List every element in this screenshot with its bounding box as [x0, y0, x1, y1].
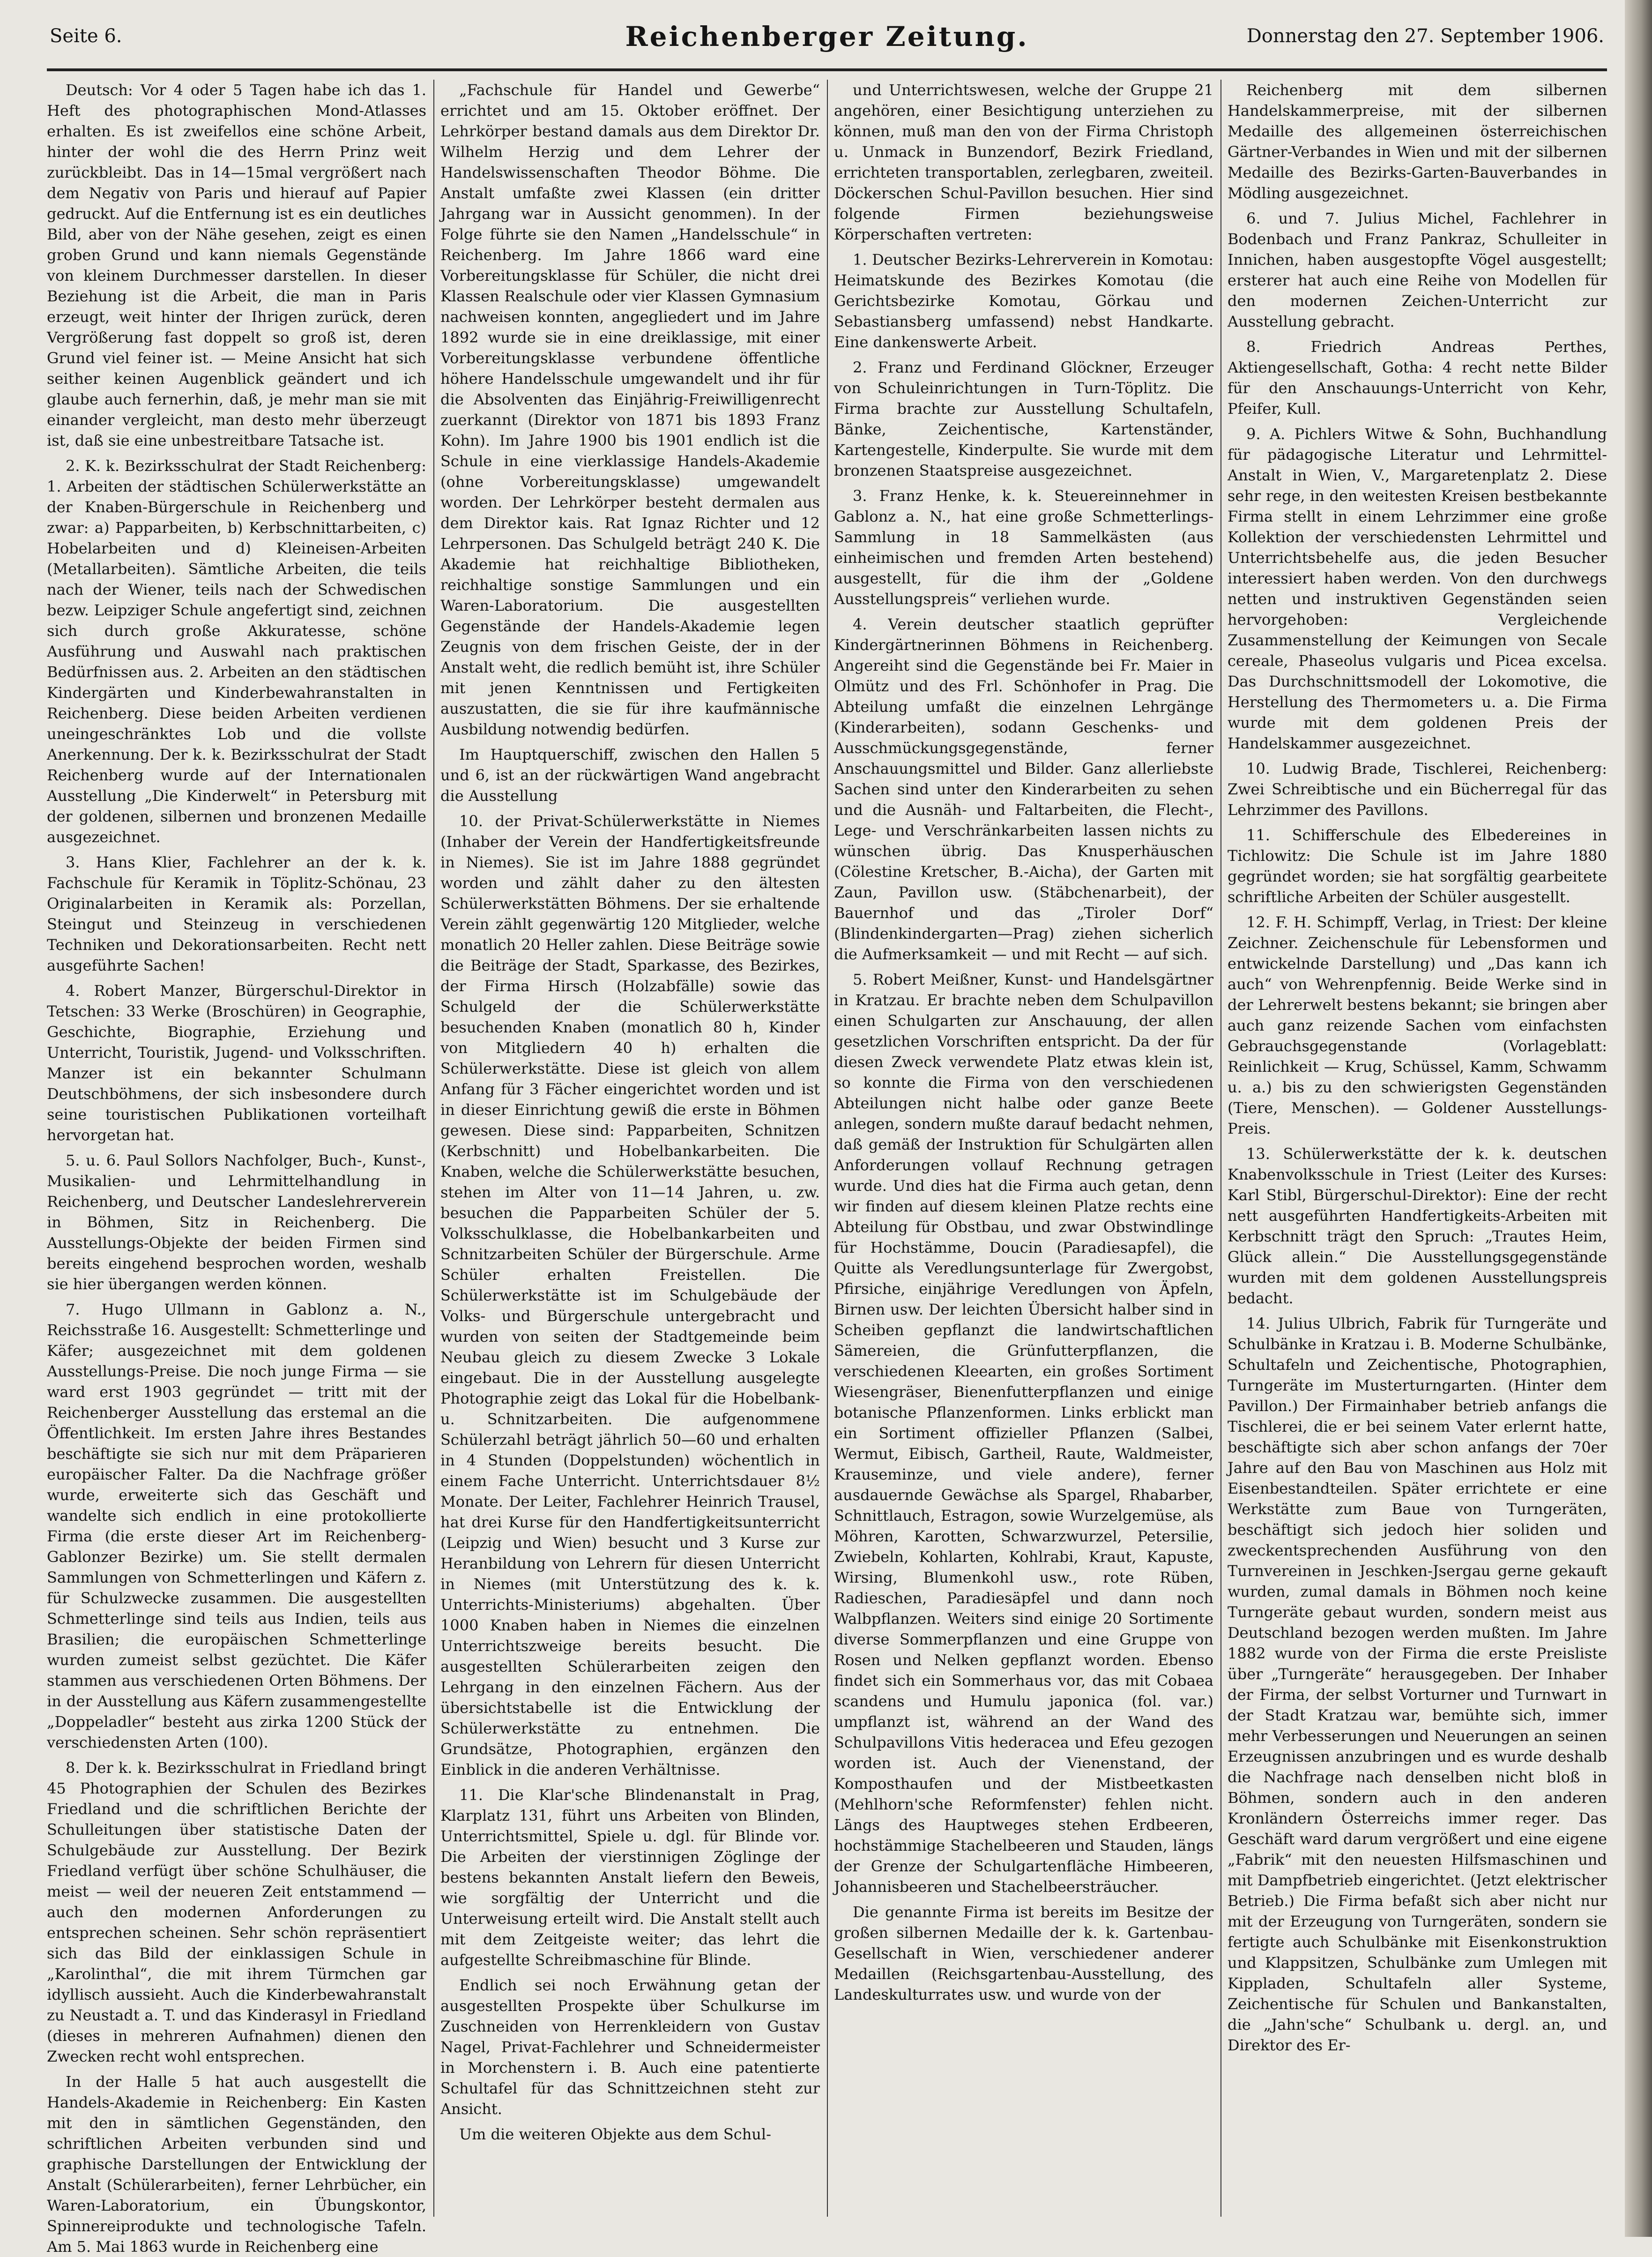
masthead [47, 17, 1607, 71]
paragraph: 6. und 7. Julius Michel, Fachlehrer in Bodenbach und Franz Pankraz, Schulleiter in Innichen, haben ausgestopfte Vögel ausgestellt; ersterer hat auch eine Reihe von Modellen für den modernen Zeichen-Unterricht zur Ausstellung gebracht. [1228, 209, 1607, 330]
paragraph: 14. Julius Ulbrich, Fabrik für Turngeräte und Schulbänke in Kratzau i. B. Moderne Schulbänke, Schultafeln und Zeichentische, Photographien, Turngeräte im Musterturngarten. (Hinter dem Pavillon.) Der Firmainhaber betrieb anfangs die Tischlerei, die er bei seinem Vater erlernt hatte, beschäftigte sich aber schon anfangs der 70er Jahre auf den Bau von Maschinen aus Holz mit Eisenbestandteilen. Später errichtete er eine Werkstätte zum Baue von Turngeräten, beschäftigt sich jedoch hier soliden und zweckentsprechenden Ausführung von den Turnvereinen in Jeschken-Jsergau gerne gekauft wurden, zumal damals in Böhmen noch keine Turngeräte gebaut wurden, sondern meist aus Deutschland bezogen werden mußten. Im Jahre 1882 wurde von der Firma die erste Preisliste über „Turngeräte“ herausgegeben. Der Inhaber der Firma, der selbst Vorturner und Turnwart in der Stadt Kratzau war, bemühte sich, immer mehr Verbesserungen und Neuerungen an seinen Erzeugnissen anzubringen und es wurde deshalb die Nachfrage nach denselben nicht bloß in Böhmen, sondern auch in den anderen Kronländern Österreichs immer reger. Das Geschäft ward darum vergrößert und eine eigene „Fabrik“ mit den neuesten Hilfsmaschinen und mit Dampfbetrieb eingerichtet. (Jetzt elektrischer Betrieb.) Die Firma befaßt sich aber nicht nur mit der Erzeugung von Turngeräten, sondern sie fertigte auch Schulbänke mit Eisenkonstruktion und Klappsitzen, Schulbänke zum Umlegen mit Kippladen, Schultafeln aller Systeme, Zeichentische für Schulen und Bankanstalten, die „Jahn'sche“ Schulbank u. dergl. an, und Direktor des Er- [1228, 1315, 1607, 2054]
paragraph: 9. A. Pichlers Witwe & Sohn, Buchhandlung für pädagogische Literatur und Lehrmittel-Anstalt in Wien, V., Margaretenplatz 2. Diese sehr rege, in den weitesten Kreisen bestbekannte Firma stellt in einem Lehrzimmer eine große Kollektion der verschiedensten Lehrmittel und Unterrichtsbehelfe aus, die jeden Besucher interessiert haben werden. Von den durchwegs netten und instruktiven Gegenständen seien hervorgehoben: Vergleichende Zusammenstellung der Keimungen von Secale cereale, Phaseolus vulgaris und Picea excelsa. Das Durchschnittsmodell der Lokomotive, die Herstellung des Thermometers u. a. Die Firma wurde mit dem goldenen Preis der Handelskammer ausgezeichnet. [1228, 425, 1607, 752]
paragraph: 5. Robert Meißner, Kunst- und Handelsgärtner in Kratzau. Er brachte neben dem Schulpavillon einen Schulgarten zur Anschauung, der allen gesetzlichen Vorschriften entspricht. Da der für diesen Zweck verwendete Platz etwas klein ist, so konnte die Firma von den verschiedenen Abteilungen nicht halbe oder ganze Beete anlegen, sondern mußte darauf bedacht nehmen, daß gemäß der Instruktion für Schulgärten allen Anforderungen vollauf Rechnung getragen wurde. Und dies hat die Firma auch getan, denn wir finden auf diesem kleinen Platze rechts eine Abteilung für Obstbau, und zwar Obstwindlinge für Hochstämme, Doucin (Paradiesapfel), die Quitte als Veredlungsunterlage für Zwergobst, Pfirsiche, einjährige Veredlungen von Äpfeln, Birnen usw. Der leichten Übersicht halber sind in Scheiben gepflanzt die landwirtschaftlichen Sämereien, die Grünfutterpflanzen, die verschiedenen Kleearten, ein großes Sortiment Wiesengräser, Bienenfutterpflanzen und einige botanische Pflanzenformen. Links erblickt man ein Sortiment offizieller Pflanzen (Salbei, Wermut, Eibisch, Gartheil, Raute, Waldmeister, Krauseminze, und viele andere), ferner ausdauernde Gewächse als Spargel, Rhabarber, Schnittlauch, Estragon, sowie Wurzelgemüse, als Möhren, Karotten, Schwarzwurzel, Petersilie, Zwiebeln, Kohlarten, Kohlrabi, Kraut, Kapuste, Wirsing, Blumenkohl usw., rote Rüben, Radieschen, Paradiesäpfel und dann noch Walbpflanzen. Weiters sind einige 20 Sortimente diverse Sommerpflanzen und eine Gruppe von Rosen und Nelken gepflanzt worden. Ebenso findet sich ein Sommerhaus vor, das mit Cobaea scandens und Humulu japonica (fol. var.) umpflanzt ist, während an der Wand des Schulpavillons Vitis hederacea und Efeu gezogen worden ist. Auch der Vienenstand, der Komposthaufen und der Mistbeetkasten (Mehlhorn'sche Reformfenster) fehlen nicht. Längs des Hauptweges stehen Erdbeeren, hochstämmige Stachelbeeren und Stauden, längs der Grenze der Schulgartenfläche Himbeeren, Johannisbeeren und Stachelbeersträucher. [834, 971, 1213, 1896]
paragraph: 5. u. 6. Paul Sollors Nachfolger, Buch-, Kunst-, Musikalien- und Lehrmittelhandlung in Reichenberg, und Deutscher Landeslehrerverein in Böhmen, Sitz in Reichenberg. Die Ausstellungs-Objekte der beiden Firmen sind bereits eingehend besprochen worden, weshalb sie hier übergangen werden können. [47, 1151, 426, 1293]
paragraph: 13. Schülerwerkstätte der k. k. deutschen Knabenvolksschule in Triest (Leiter des Kurses: Karl Stibl, Bürgerschul-Direktor): Eine der recht nett ausgeführten Handfertigkeits-Arbeiten mit Kerbschnitt trägt den Spruch: „Trautes Heim, Glück allein.“ Die Ausstellungsgegenstände wurden mit dem goldenen Ausstellungspreis bedacht. [1228, 1145, 1607, 1307]
column-2 [440, 80, 820, 2217]
paragraph: 10. Ludwig Brade, Tischlerei, Reichenberg: Zwei Schreibtische und ein Bücherregal für das Lehrzimmer des Pavillons. [1228, 760, 1607, 819]
newspaper-title: Reichenberger Zeitung. [625, 21, 1029, 52]
paragraph: 2. Franz und Ferdinand Glöckner, Erzeuger von Schuleinrichtungen in Turn-Töplitz. Die Firma brachte zur Ausstellung Schultafeln, Bänke, Zeichentische, Kartenständer, Kartengestelle, Kinderpulte. Sie wurde mit dem bronzenen Staatspreise ausgezeichnet. [834, 359, 1213, 479]
paragraph: 4. Robert Manzer, Bürgerschul-Direktor in Tetschen: 33 Werke (Broschüren) in Geographie, Geschichte, Biographie, Erziehung und Unterricht, Touristik, Jugend- und Volksschriften. Manzer ist ein bekannter Schulmann Deutschböhmens, der sich insbesondere durch seine touristischen Publikationen vorteilhaft hervorgetan hat. [47, 982, 426, 1144]
paragraph: 2. K. k. Bezirksschulrat der Stadt Reichenberg: 1. Arbeiten der städtischen Schülerwerkstätte an der Knaben-Bürgerschule in Reichenberg und zwar: a) Papparbeiten, b) Kerbschnittarbeiten, c) Hobelarbeiten und d) Kleineisen-Arbeiten (Metallarbeiten). Sämtliche Arbeiten, die teils nach der Wiener, teils nach der Schwedischen bezw. Leipziger Schule angefertigt sind, zeichnen sich durch große Akkuratesse, schöne Ausführung und Auswahl nach praktischen Bedürfnissen aus. 2. Arbeiten an den städtischen Kindergärten und Kinderbewahranstalten in Reichenberg. Diese beiden Arbeiten verdienen uneingeschränktes Lob und die vollste Anerkennung. Der k. k. Bezirksschulrat der Stadt Reichenberg wurde auf der Internationalen Ausstellung „Die Kinderwelt“ in Petersburg mit der goldenen, silbernen und bronzenen Medaille ausgezeichnet. [47, 457, 426, 846]
column-3 [834, 80, 1213, 2217]
paragraph: 8. Der k. k. Bezirksschulrat in Friedland bringt 45 Photographien der Schulen des Bezirkes Friedland und die schriftlichen Berichte der Schulleitungen über statistische Daten der Schulgebäude zur Ausstellung. Der Bezirk Friedland verfügt über schöne Schulhäuser, die meist — weil der neueren Zeit entstammend — auch den modernen Anforderungen zu entsprechen scheinen. Sehr schön repräsentiert sich das Bild der einklassigen Schule in „Karolinthal“, die mit ihrem Türmchen gar idyllisch aussieht. Auch die Kinderbewahranstalt zu Neustadt a. T. und das Kinderasyl in Friedland (dieses in mehreren Aufnahmen) dienen den Zwecken recht wohl entsprechen. [47, 1759, 426, 2065]
paragraph: Die genannte Firma ist bereits im Besitze der großen silbernen Medaille der k. k. Gartenbau-Gesellschaft in Wien, verschiedener anderer Medaillen (Reichsgartenbau-Ausstellung, des Landeskulturrates usw. und wurde von der [834, 1903, 1213, 2003]
paragraph: 11. Schifferschule des Elbedereines in Tichlowitz: Die Schule ist im Jahre 1880 gegründet worden; sie hat sorgfältig gearbeitete schriftliche Arbeiten der Schüler ausgestellt. [1228, 826, 1607, 906]
column-rule [433, 80, 434, 2217]
column-rule [1220, 80, 1221, 2217]
issue-date: Donnerstag den 27. September 1906. [1246, 25, 1604, 47]
paragraph: Um die weiteren Objekte aus dem Schul- [459, 2125, 771, 2143]
column-4 [1228, 80, 1607, 2217]
column-1 [47, 80, 426, 2256]
paragraph: 8. Friedrich Andreas Perthes, Aktiengesellschaft, Gotha: 4 recht nette Bilder für den Anschauungs-Unterricht von Kehr, Pfeifer, Kull. [1228, 338, 1607, 418]
paragraph: Im Hauptquerschiff, zwischen den Hallen 5 und 6, ist an der rückwärtigen Wand angebracht die Ausstellung [440, 746, 820, 805]
paragraph: 10. der Privat-Schülerwerkstätte in Niemes (Inhaber der Verein der Handfertigkeitsfreunde in Niemes). Sie ist im Jahre 1888 gegründet worden und zählt daher zu den ältesten Schülerwerkstätten Böhmens. Der sie erhaltende Verein zählt gegenwärtig 120 Mitglieder, welche monatlich 20 Heller zahlen. Diese Beiträge sowie die Beiträge der Stadt, Sparkasse, des Bezirkes, der Firma Hirsch (Holzabfälle) sowie das Schulgeld der die Schülerwerkstätte besuchenden Knaben (monatlich 80 h, Kinder von Mitgliedern 40 h) erhalten die Schülerwerkstätte. Diese ist gleich von allem Anfang für 3 Fächer eingerichtet worden und ist in dieser Einrichtung gewiß die erste in Böhmen gewesen. Diese sind: Papparbeiten, Schnitzen (Kerbschnitt) und Hobelbankarbeiten. Die Knaben, welche die Schülerwerkstätte besuchen, stehen im Alter von 11—14 Jahren, u. zw. besuchen die Papparbeiten Schüler der 5. Volksschulklasse, die Hobelbankarbeiten und Schnitzarbeiten Schüler der Bürgerschule. Arme Schüler erhalten Freistellen. Die Schülerwerkstätte ist im Schulgebäude der Volks- und Bürgerschule untergebracht und wurden von seiten der Stadtgemeinde beim Neubau gleich zu diesem Zwecke 3 Lokale eingebaut. Die in der Ausstellung ausgelegte Photographie zeigt das Lokal für die Hobelbank- u. Schnitzarbeiten. Die aufgenommene Schülerzahl beträgt jährlich 50—60 und erhalten in 4 Stunden (Doppelstunden) wöchentlich in einem Fache Unterricht. Unterrichtsdauer 8½ Monate. Der Leiter, Fachlehrer Heinrich Trausel, hat drei Kurse für den Handfertigkeitsunterricht (Leipzig und Wien) besucht und 3 Kurse zur Heranbildung von Lehrern für diesen Unterricht in Niemes (mit Unterstützung des k. k. Unterrichts-Ministeriums) abgehalten. Über 1000 Knaben haben in Niemes die einzelnen Unterrichtszweige bereits besucht. Die ausgestellten Schülerarbeiten zeigen den Lehrgang in den einzelnen Fächern. Aus der übersichtstabelle ist die Entwicklung der Schülerwerkstätte zu entnehmen. Die Grundsätze, Photographien, ergänzen den Einblick in die anderen Verhältnisse. [440, 812, 820, 1779]
paragraph: „Fachschule für Handel und Gewerbe“ errichtet und am 15. Oktober eröffnet. Der Lehrkörper bestand damals aus dem Direktor Dr. Wilhelm Herzig und dem Lehrer der Handelswissenschaften Theodor Böhme. Die Anstalt umfaßte zwei Klassen (ein dritter Jahrgang war in Aussicht genommen). In der Folge führte sie den Namen „Handelsschule“ in Reichenberg. Im Jahre 1866 ward eine Vorbereitungsklasse für Schüler, die nicht drei Klassen Realschule oder vier Klassen Gymnasium nachweisen konnten, angegliedert und im Jahre 1892 wurde sie in eine dreiklassige, mit einer Vorbereitungsklasse verbundene öffentliche höhere Handelsschule umgewandelt und ihr für die Absolventen das Einjährig-Freiwilligenrecht zuerkannt (Direktor von 1871 bis 1893 Franz Kohn). Im Jahre 1900 bis 1901 endlich ist die Schule in eine vierklassige Handels-Akademie (ohne Vorbereitungsklasse) umgewandelt worden. Der Lehrkörper besteht dermalen aus dem Direktor kais. Rat Ignaz Richter und 12 Lehrpersonen. Das Schulgeld beträgt 240 K. Die Akademie hat reichhaltige Bibliotheken, reichhaltige sonstige Sammlungen und ein Waren-Laboratorium. Die ausgestellten Gegenstände der Handels-Akademie legen Zeugnis von dem frischen Geiste, der in der Anstalt weht, die redlich bemüht ist, ihre Schüler mit jenen Kenntnissen und Fertigkeiten auszustatten, die sie für ihre kaufmännische Ausbildung notwendig bedürfen. [440, 81, 820, 738]
paragraph: 3. Franz Henke, k. k. Steuereinnehmer in Gablonz a. N., hat eine große Schmetterlings-Sammlung in 18 Sammelkästen (aus einheimischen und fremden Arten bestehend) ausgestellt, für die ihm der „Goldene Ausstellungspreis“ verliehen wurde. [834, 487, 1213, 608]
paragraph: 7. Hugo Ullmann in Gablonz a. N., Reichsstraße 16. Ausgestellt: Schmetterlinge und Käfer; ausgezeichnet mit dem goldenen Ausstellungs-Preise. Die noch junge Firma — sie ward erst 1903 gegründet — tritt mit der Reichenberger Ausstellung das erstemal an die Öffentlichkeit. Im ersten Jahre ihres Bestandes beschäftigte sie sich nur mit dem Präparieren europäischer Falter. Da die Nachfrage größer wurde, erweiterte sich das Geschäft und wandelte sich endlich in eine protokollierte Firma (die erste dieser Art im Reichenberg-Gablonzer Bezirke) um. Sie stellt dermalen Sammlungen von Schmetterlingen und Käfern z. für Schulzwecke zusammen. Die ausgestellten Schmetterlinge sind teils aus Indien, teils aus Brasilien; die europäischen Schmetterlinge wurden zumeist selbst gezüchtet. Die Käfer stammen aus verschiedenen Orten Böhmens. Der in der Ausstellung aus Käfern zusammengestellte „Doppeladler“ besteht aus zirka 1200 Stück der verschiedensten Arten (100). [47, 1300, 426, 1751]
paragraph: Deutsch: Vor 4 oder 5 Tagen habe ich das 1. Heft des photographischen Mond-Atlasses erhalten. Es ist zweifellos eine schöne Arbeit, hinter der wohl die des Herrn Prinz weit zurückbleibt. Das in 14—15mal vergrößert nach dem Negativ von Paris und hierauf auf Papier gedruckt. Auf die Entfernung ist es ein deutliches Bild, aber von der Nähe gesehen, zeigt es einen groben Grund und kann niemals Gegenstände von kleinem Durchmesser darstellen. In dieser Beziehung ist die Arbeit, die man in Paris erzeugt, weit hinter der Ihrigen zurück, deren Vergrößerung fast doppelt so groß ist, deren Grund viel feiner ist. — Meine Ansicht hat sich seither keinen Augenblick geändert und ich glaube auch fernerhin, daß, je mehr man sie mit einander vergleicht, man desto mehr überzeugt ist, daß sie eine unbestreitbare Tatsache ist. [47, 81, 426, 449]
paragraph: 11. Die Klar'sche Blindenanstalt in Prag, Klarplatz 131, führt uns Arbeiten von Blinden, Unterrichtsmittel, Spiele u. dgl. für Blinde vor. Die Arbeiten der vierstinnigen Zöglinge der bestens bekannten Anstalt liefern den Beweis, wie sorgfältig der Unterricht und die Unterweisung erteilt wird. Die Anstalt stellt auch mit dem Zeitgeiste weiter; das lehrt die aufgestellte Schreibmaschine für Blinde. [440, 1786, 820, 1969]
paragraph: Endlich sei noch Erwähnung getan der ausgestellten Prospekte über Schulkurse im Zuschneiden von Herrenkleidern von Gustav Nagel, Privat-Fachlehrer und Schneidermeister in Morchenstern i. B. Auch eine patentierte Schultafel für das Schnittzeichnen steht zur Ansicht. [440, 1976, 820, 2118]
paragraph: 4. Verein deutscher staatlich geprüfter Kindergärtnerinnen Böhmens in Reichenberg. Angereiht sind die Gegenstände bei Fr. Maier in Olmütz und des Frl. Schönhofer in Prag. Die Abteilung umfaßt die einzelnen Lehrgänge (Kinderarbeiten), sodann Geschenks- und Ausschmückungsgegenstände, ferner Anschauungsmittel und Bilder. Ganz allerliebste Sachen sind unter den Kinderarbeiten zu sehen und die Ausnäh- und Faltarbeiten, die Flecht-, Lege- und Verschränkarbeiten lassen nichts zu wünschen übrig. Das Knusperhäuschen (Cölestine Kretscher, B.-Aicha), der Garten mit Zaun, Pavillon usw. (Stäbchenarbeit), der Bauernhof und das „Tiroler Dorf“ (Blindenkindergarten—Prag) ziehen sicherlich die Aufmerksamkeit — und mit Recht — auf sich. [834, 615, 1213, 963]
page-number: Seite 6. [50, 25, 122, 47]
column-rule [827, 80, 828, 2217]
page-edge-shadow [1625, 0, 1652, 2237]
paragraph: In der Halle 5 hat auch ausgestellt die Handels-Akademie in Reichenberg: Ein Kasten mit den in sämtlichen Gegenständen, den schriftlichen Arbeiten verbunden sind und graphische Darstellungen der Entwicklung der Anstalt (Schülerarbeiten), ferner Lehrbücher, ein Waren-Laboratorium, ein Übungskontor, Spinnereiprodukte und technologische Tafeln. Am 5. Mai 1863 wurde in Reichenberg eine [47, 2073, 426, 2256]
paragraph: 3. Hans Klier, Fachlehrer an der k. k. Fachschule für Keramik in Töplitz-Schönau, 23 Originalarbeiten in Keramik als: Porzellan, Steingut und Steinzeug in verschiedenen Techniken und Dekorationsarbeiten. Recht nett ausgeführte Sachen! [47, 853, 426, 974]
paragraph: Reichenberg mit dem silbernen Handelskammerpreise, mit der silbernen Medaille des allgemeinen österreichischen Gärtner-Verbandes in Wien und mit der silbernen Medaille des Bezirks-Garten-Bauverbandes in Mödling ausgezeichnet. [1228, 81, 1607, 202]
article-columns [47, 80, 1607, 2256]
paragraph: und Unterrichtswesen, welche der Gruppe 21 angehören, einer Besichtigung unterziehen zu können, muß man den von der Firma Christoph u. Unmack in Bunzendorf, Bezirk Friedland, errichteten transportablen, zerlegbaren, zweiteil. Döckerschen Schul-Pavillon besuchen. Hier sind folgende Firmen beziehungsweise Körperschaften vertreten: [834, 81, 1213, 243]
paragraph: 12. F. H. Schimpff, Verlag, in Triest: Der kleine Zeichner. Zeichenschule für Lebensformen und entwickelnde Darstellung) und „Das kann ich auch“ von Wehrenpfennig. Beide Werke sind in der Lehrerwelt bestens bekannt; sie bringen aber auch ganz reizende Sachen vom einfachsten Gebrauchsgegenstande (Vorlageblatt: Reinlichkeit — Krug, Schüssel, Kamm, Schwamm u. a.) bis zu den schwierigsten Gegenständen (Tiere, Menschen). — Goldener Ausstellungs-Preis. [1228, 913, 1607, 1137]
paragraph: 1. Deutscher Bezirks-Lehrerverein in Komotau: Heimatskunde des Bezirkes Komotau (die Gerichtsbezirke Komotau, Görkau und Sebastiansberg umfassend) nebst Handkarte. Eine dankenswerte Arbeit. [834, 251, 1213, 351]
